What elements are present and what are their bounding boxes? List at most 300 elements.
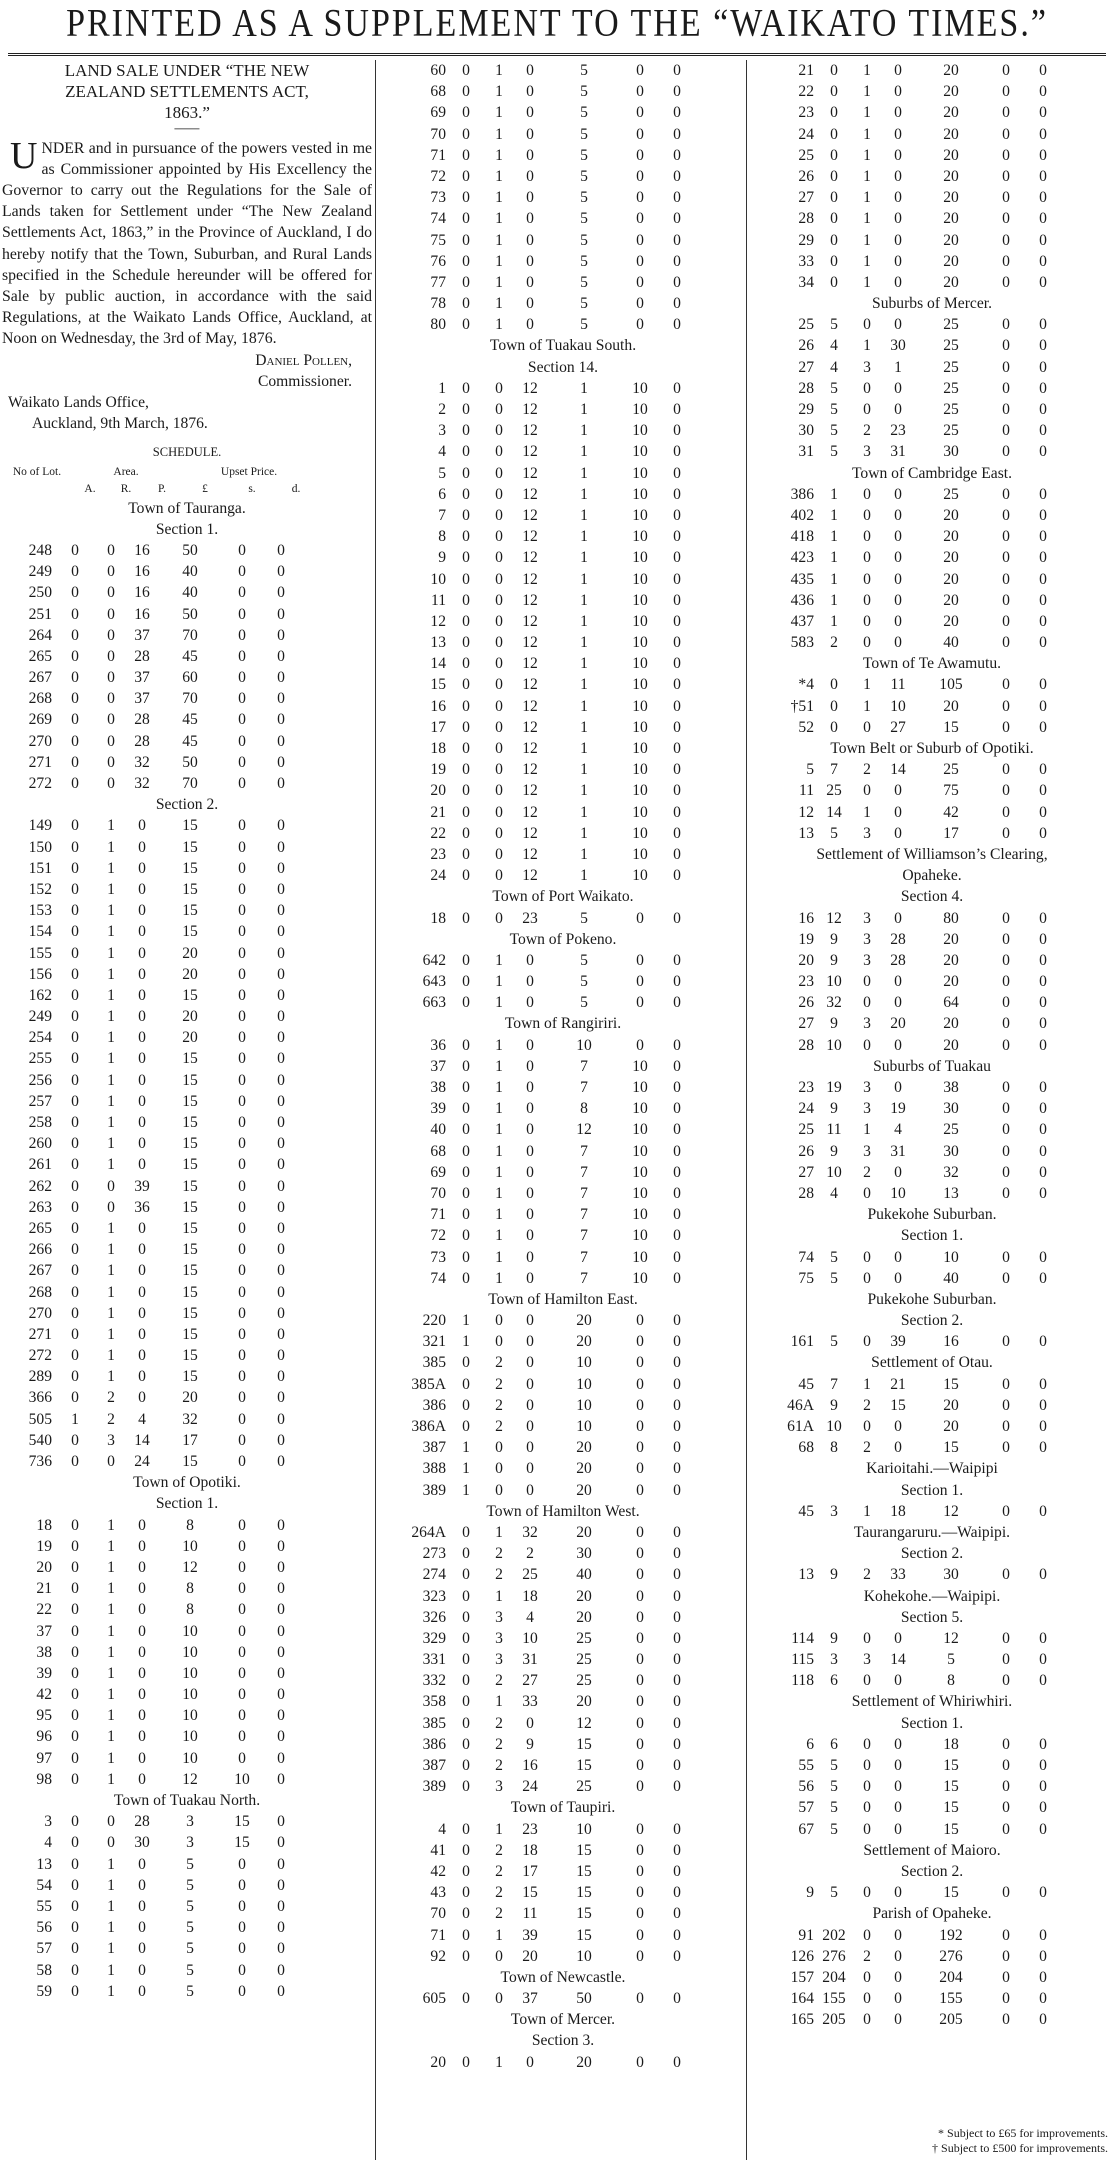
lot-row [750,1755,1114,1776]
area-roods: 0 [863,1884,871,1902]
price-shillings: 0 [238,1855,246,1873]
lot-row [2,1748,372,1769]
area-perches: 0 [138,1304,146,1322]
lot-row [382,1437,744,1458]
area-acres: 0 [71,1919,79,1937]
price-pence: 0 [673,295,681,313]
lot-number: 26 [798,167,814,185]
price-shillings: 0 [1002,62,1010,79]
price-pounds: 25 [943,379,959,397]
price-shillings: 0 [1002,401,1010,418]
lot-number: 95 [36,1707,52,1725]
area-roods: 2 [863,422,871,440]
area-acres: 0 [462,1757,470,1774]
price-shillings: 0 [1002,1926,1010,1944]
area-perches: 0 [138,965,146,983]
lot-number: 220 [422,1312,446,1330]
lot-row [382,1077,744,1098]
area-roods: 3 [863,1079,871,1096]
area-roods: 0 [495,1312,503,1330]
lot-number: 28 [798,1036,814,1054]
price-shillings: 0 [238,1304,246,1322]
price-pence: 0 [1039,1566,1047,1584]
area-perches: 4 [138,1410,146,1428]
area-roods: 1 [863,104,871,122]
section-heading: Settlement of Maioro. [863,1841,1001,1859]
price-shillings: 0 [636,1523,644,1541]
area-acres: 0 [462,1057,470,1075]
lot-number: 118 [791,1672,814,1690]
area-roods: 1 [107,965,115,983]
price-pounds: 12 [576,1714,592,1732]
lot-row [2,1409,372,1430]
lot-number: 70 [430,1905,446,1923]
area-perches: 31 [890,443,906,461]
area-roods: 1 [107,1135,115,1153]
lot-number: 331 [422,1651,446,1669]
area-roods: 1 [107,1558,115,1576]
price-pounds: 5 [580,125,588,143]
area-acres: 0 [462,1545,470,1563]
lot-row [750,420,1114,441]
lot-number: 605 [422,1990,446,2008]
lot-number: 289 [28,1368,52,1386]
area-acres: 0 [462,591,470,609]
section-heading: Town Belt or Suburb of Opotiki. [830,740,1034,757]
area-roods: 1 [107,1664,115,1682]
area-roods: 1 [107,1749,115,1767]
price-pounds: 60 [182,669,198,687]
area-roods: 0 [863,1926,871,1944]
area-perches: 0 [894,2011,902,2029]
dropcap: U [10,134,38,177]
lot-number: 366 [28,1389,52,1407]
price-pounds: 20 [182,1389,198,1407]
price-shillings: 0 [636,1460,644,1478]
area-perches: 0 [894,782,902,800]
section-subheading: Section 1. [900,1227,964,1245]
area-perches: 28 [134,647,150,665]
area-roods: 2 [495,1396,503,1414]
area-acres: 12 [826,909,842,927]
area-roods: 1 [495,1693,503,1711]
lot-row [382,1162,744,1183]
lot-number: 73 [430,1248,446,1266]
area-roods: 0 [863,1248,871,1266]
area-roods: 1 [495,146,503,164]
lot-number: 76 [430,252,446,270]
area-roods: 2 [495,1735,503,1753]
price-pounds: 15 [182,1114,198,1132]
lot-row [2,1027,372,1048]
area-roods: 1 [107,1897,115,1915]
area-roods: 1 [863,210,871,228]
lot-row [2,582,372,603]
price-pence: 0 [673,1248,681,1266]
area-acres: 0 [71,902,79,920]
lot-row [750,1119,1114,1140]
area-roods: 1 [495,973,503,991]
area-acres: 0 [71,986,79,1004]
area-acres: 0 [71,753,79,771]
area-acres: 0 [71,817,79,835]
lot-number: 56 [36,1919,52,1937]
area-acres: 1 [830,591,838,609]
area-acres: 1 [462,1460,470,1478]
column-headers [2,464,372,481]
price-pounds: 192 [939,1926,963,1944]
lot-number: 271 [28,1325,52,1343]
price-shillings: 0 [1002,1121,1010,1139]
lot-number: 28 [798,379,814,397]
price-shillings: 0 [1002,83,1010,101]
unit-r: R. [120,482,132,495]
price-pence: 0 [673,761,681,779]
area-roods: 0 [495,485,503,503]
lot-row [750,1649,1114,1670]
area-perches: 0 [526,1100,534,1118]
price-pounds: 10 [182,1537,198,1555]
area-roods: 1 [107,1071,115,1089]
area-perches: 0 [894,252,902,270]
price-shillings: 0 [238,1029,246,1047]
price-pounds: 20 [943,612,959,630]
area-perches: 12 [522,612,538,630]
price-shillings: 0 [238,1516,246,1534]
area-roods: 1 [495,125,503,143]
price-pounds: 40 [576,1566,592,1584]
area-perches: 21 [890,1375,906,1393]
price-pounds: 5 [186,1940,194,1958]
price-shillings: 0 [238,1961,246,1979]
price-pounds: 5 [186,1919,194,1937]
price-pounds: 64 [943,994,959,1012]
area-roods: 1 [107,1855,115,1873]
area-roods: 1 [495,1269,503,1287]
notice-title: LAND SALE UNDER “THE NEW [64,61,310,80]
price-shillings: 0 [1002,528,1010,546]
lot-row [2,1832,372,1853]
lot-row [382,1903,744,1924]
area-roods: 0 [495,591,503,609]
notice-text: NDER and in pursuance of the powers vested in me as Commissioner appointed by His Excellency the Governor to carry out the Regulations for the Sale of Lands taken for Settlement under “The New Zealand Settlements Act, 1863,” in the Province of Auckland, I do hereby notify that the Town, Suburban, and Rural Lands specified in the Schedule hereunder will be offered for Sale by public auction, in accordance with the said Regulations, at the Waikato Lands Office, Auckland, at Noon on Wednesday, the 3rd of May, 1876. [2,139,372,348]
area-roods: 1 [107,1156,115,1174]
lot-row [2,688,372,709]
area-acres: 0 [462,1269,470,1287]
price-pounds: 10 [182,1749,198,1767]
area-acres: 0 [71,1092,79,1110]
price-pence: 0 [277,1029,285,1047]
price-pounds: 42 [943,803,959,821]
area-acres: 0 [71,1982,79,2000]
price-pounds: 8 [947,1672,955,1690]
area-acres: 32 [826,994,842,1012]
section-subheading: Section 2. [900,1862,964,1880]
area-roods: 1 [107,1728,115,1746]
price-pence: 0 [673,994,681,1012]
area-perches: 24 [134,1453,150,1471]
area-acres: 0 [462,1566,470,1584]
area-roods: 1 [107,1283,115,1301]
price-shillings: 0 [238,1114,246,1132]
price-pence: 0 [277,605,285,623]
lot-number: 55 [798,1757,814,1774]
area-acres: 0 [462,676,470,694]
price-shillings: 0 [1002,973,1010,991]
price-shillings: 0 [238,859,246,877]
lot-number: 71 [430,1206,446,1224]
price-pounds: 1 [580,591,588,609]
area-acres: 5 [830,316,838,334]
lot-number: †51 [790,697,814,715]
area-acres: 5 [830,443,838,461]
lot-number: 97 [36,1749,52,1767]
area-roods: 0 [863,1184,871,1202]
price-pounds: 20 [943,1396,959,1414]
price-pence: 0 [277,1601,285,1619]
area-roods: 1 [495,1079,503,1096]
area-roods: 0 [863,1799,871,1817]
lot-row [382,1225,744,1246]
price-shillings: 0 [1002,1396,1010,1414]
lot-number: 540 [28,1431,52,1449]
price-pounds: 1 [580,464,588,482]
price-shillings: 0 [636,1990,644,2008]
area-perches: 0 [894,189,902,207]
price-shillings: 0 [1002,1418,1010,1435]
area-roods: 1 [107,986,115,1004]
price-shillings: 0 [238,986,246,1004]
lot-row [2,709,372,730]
area-perches: 0 [894,1629,902,1647]
lot-row [750,1628,1114,1649]
lot-row [382,1649,744,1670]
price-pounds: 5 [580,210,588,228]
price-pence: 0 [1039,1439,1047,1457]
lot-row [382,802,744,823]
price-shillings: 10 [632,803,648,821]
lot-row [750,696,1114,717]
price-shillings: 0 [1002,1566,1010,1584]
price-shillings: 0 [1002,1820,1010,1838]
area-roods: 1 [495,1523,503,1541]
price-pence: 0 [1039,316,1047,334]
lot-row [382,1840,744,1861]
price-shillings: 10 [632,761,648,779]
area-roods: 2 [495,1757,503,1774]
price-shillings: 0 [1002,379,1010,397]
price-pounds: 15 [182,1368,198,1386]
area-roods: 0 [495,379,503,397]
price-pounds: 205 [939,2011,963,2029]
lot-row [750,547,1114,568]
area-acres: 0 [830,189,838,207]
price-pence: 0 [277,1050,285,1068]
price-pounds: 5 [186,1897,194,1915]
area-perches: 0 [526,167,534,185]
price-pence: 0 [1039,591,1047,609]
area-acres: 0 [462,62,470,79]
price-pence: 0 [673,1820,681,1838]
area-acres: 10 [826,1163,842,1181]
price-pounds: 20 [943,951,959,969]
price-shillings: 0 [238,1347,246,1365]
price-pounds: 70 [182,626,198,644]
lot-row [382,844,744,865]
price-pounds: 5 [580,973,588,991]
lot-row [2,1663,372,1684]
price-pounds: 10 [576,1036,592,1054]
area-roods: 0 [495,824,503,842]
price-pounds: 1 [580,740,588,757]
area-perches: 0 [526,1121,534,1139]
price-shillings: 10 [632,401,648,418]
area-roods: 1 [495,994,503,1012]
price-pounds: 20 [576,1439,592,1457]
section-heading: Town of Tuakau South. [489,337,637,355]
area-roods: 1 [863,231,871,249]
price-pence: 0 [277,1580,285,1598]
area-roods: 1 [863,83,871,101]
lot-number: 164 [790,1990,814,2008]
area-acres: 0 [462,316,470,334]
lot-number: 270 [28,732,52,750]
price-pence: 0 [1039,1121,1047,1139]
price-pounds: 12 [182,1558,198,1576]
price-shillings: 0 [636,1884,644,1902]
lot-row [382,1141,744,1162]
price-pounds: 20 [182,1029,198,1047]
section-heading: Town of Taupiri. [510,1799,616,1817]
price-pounds: 25 [943,422,959,440]
lot-number: 264A [411,1523,446,1541]
price-shillings: 0 [636,1905,644,1923]
lot-row [2,964,372,985]
price-shillings: 0 [238,1325,246,1343]
area-perches: 0 [526,994,534,1012]
lot-number: 27 [798,358,814,376]
price-pounds: 15 [182,986,198,1004]
area-roods: 0 [863,1672,871,1690]
price-shillings: 0 [1002,718,1010,736]
price-pounds: 10 [182,1622,198,1640]
area-perches: 0 [526,951,534,969]
area-roods: 1 [107,1961,115,1979]
lot-number: 9 [806,1884,814,1902]
price-shillings: 10 [632,782,648,800]
lot-number: 71 [430,146,446,164]
lot-number: 91 [798,1926,814,1944]
price-pounds: 15 [576,1735,592,1753]
price-pence: 0 [1039,210,1047,228]
lot-row [382,1331,744,1352]
price-shillings: 0 [1002,337,1010,355]
area-acres: 0 [71,1114,79,1132]
area-roods: 1 [107,838,115,856]
price-shillings: 0 [238,1664,246,1682]
area-acres: 0 [462,1142,470,1160]
price-shillings: 0 [636,1778,644,1796]
area-perches: 16 [134,584,150,602]
area-perches: 0 [138,817,146,835]
price-pounds: 10 [182,1728,198,1746]
price-pounds: 1 [580,443,588,461]
area-roods: 0 [495,1460,503,1478]
area-acres: 0 [462,295,470,313]
price-pounds: 45 [182,732,198,750]
price-pounds: 15 [182,1347,198,1365]
area-roods: 1 [107,923,115,941]
area-perches: 0 [526,1354,534,1372]
lot-row [2,1133,372,1154]
price-pounds: 7 [580,1248,588,1266]
price-pence: 0 [673,528,681,546]
price-pence: 0 [1039,1184,1047,1202]
price-pounds: 40 [182,584,198,602]
price-pence: 0 [277,1114,285,1132]
price-pence: 0 [277,1664,285,1682]
area-roods: 1 [495,1163,503,1181]
lot-row [2,1960,372,1981]
area-perches: 39 [134,1177,150,1195]
area-roods: 1 [495,231,503,249]
price-pence: 0 [1039,422,1047,440]
price-shillings: 0 [238,1050,246,1068]
area-perches: 28 [134,711,150,729]
price-pence: 0 [277,1453,285,1471]
area-perches: 0 [138,902,146,920]
price-pence: 0 [1039,1015,1047,1033]
lot-row [382,908,744,929]
area-roods: 0 [495,676,503,694]
area-acres: 8 [830,1439,838,1457]
price-pounds: 25 [576,1651,592,1669]
price-shillings: 0 [238,1982,246,2000]
area-roods: 0 [495,761,503,779]
price-shillings: 0 [636,125,644,143]
section-heading: Town of Hamilton East. [488,1290,638,1308]
area-perches: 37 [134,690,150,708]
lot-row [750,1268,1114,1289]
lot-number: 14 [430,655,446,673]
area-roods: 0 [863,1820,871,1838]
lot-row [382,420,744,441]
price-shillings: 0 [1002,189,1010,207]
area-acres: 205 [822,2011,846,2029]
area-perches: 0 [526,83,534,101]
lot-number: 5 [438,464,446,482]
area-perches: 28 [134,1813,150,1831]
lot-row [382,166,744,187]
area-perches: 0 [894,634,902,652]
area-perches: 0 [526,1269,534,1287]
lot-number: 68 [430,1142,446,1160]
lot-row [750,166,1114,187]
price-pence: 0 [1039,528,1047,546]
area-perches: 32 [522,1523,538,1541]
lot-number: 265 [28,1219,52,1237]
price-pounds: 5 [580,83,588,101]
area-perches: 39 [890,1333,906,1351]
lot-row [382,1374,744,1395]
lot-number: 126 [790,1947,814,1965]
price-shillings: 0 [1002,506,1010,524]
lot-number: 24 [430,867,446,885]
area-acres: 0 [462,252,470,270]
area-roods: 0 [863,1990,871,2008]
lot-number: 27 [798,189,814,207]
area-perches: 0 [138,1855,146,1873]
